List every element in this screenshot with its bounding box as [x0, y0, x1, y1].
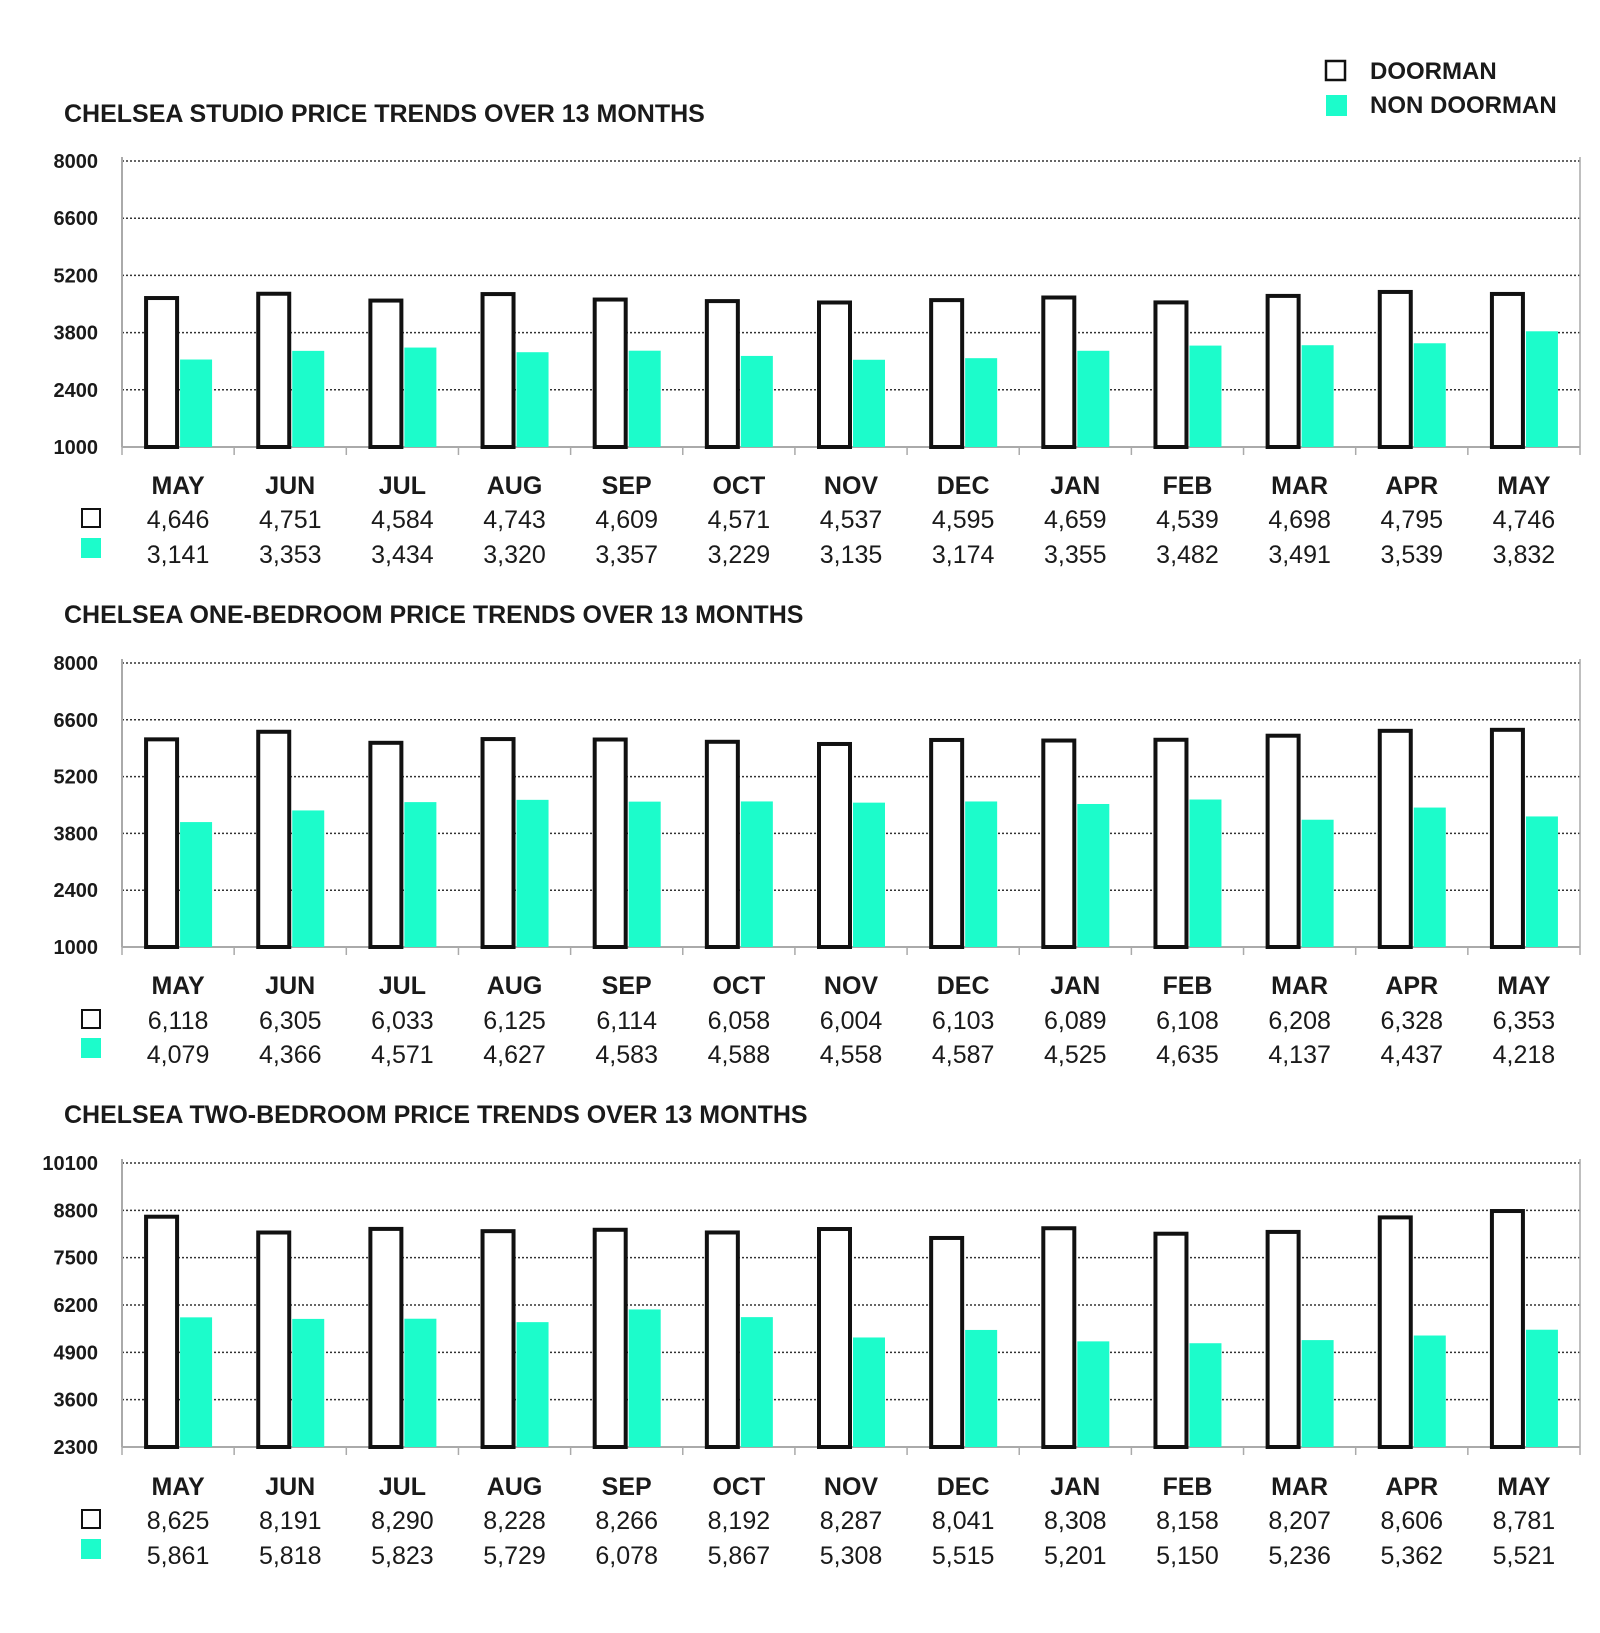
value-label-doorman: 6,305 [258, 1007, 322, 1035]
value-label-non-doorman: 4,571 [371, 1041, 434, 1069]
value-label-non-doorman: 5,515 [931, 1542, 995, 1570]
value-label-doorman: 8,606 [1380, 1507, 1444, 1535]
bar-doorman [258, 294, 289, 447]
x-category-label: SEP [601, 472, 652, 500]
bar-non-doorman [1302, 345, 1334, 447]
legend-non-doorman-label: NON DOORMAN [1370, 92, 1557, 119]
x-category-label: MAY [151, 972, 205, 1000]
value-label-non-doorman: 3,434 [371, 541, 434, 569]
value-label-doorman: 4,698 [1268, 506, 1331, 534]
bar-doorman [931, 1238, 962, 1447]
value-label-non-doorman: 4,587 [931, 1041, 995, 1069]
x-category-label: JUN [265, 972, 316, 1000]
bar-doorman [819, 744, 850, 947]
value-label-non-doorman: 5,823 [371, 1542, 434, 1570]
legend-doorman-label: DOORMAN [1370, 58, 1497, 85]
value-label-non-doorman: 3,135 [819, 541, 883, 569]
bar-doorman [707, 1232, 738, 1447]
bar-doorman [931, 740, 962, 947]
value-label-non-doorman: 5,308 [819, 1542, 883, 1570]
x-category-label: AUG [486, 972, 543, 1000]
bar-non-doorman [517, 352, 549, 447]
bar-non-doorman [1302, 820, 1334, 947]
value-label-doorman: 6,118 [147, 1007, 209, 1035]
bar-doorman [370, 1229, 401, 1447]
value-label-doorman: 4,537 [819, 506, 883, 534]
x-category-label: FEB [1162, 1473, 1213, 1501]
value-label-non-doorman: 6,078 [595, 1542, 658, 1570]
value-label-doorman: 6,108 [1156, 1007, 1219, 1035]
bar-doorman [1492, 1211, 1523, 1447]
bar-non-doorman [1414, 343, 1446, 447]
x-category-label: MAY [1497, 472, 1551, 500]
bar-non-doorman [853, 803, 885, 947]
y-tick-label: 1000 [53, 437, 98, 459]
row-key-non-doorman [81, 1539, 101, 1559]
bar-non-doorman [180, 1317, 212, 1447]
y-tick-label: 6600 [53, 709, 98, 732]
value-label-doorman: 8,158 [1156, 1507, 1219, 1535]
value-label-non-doorman: 5,150 [1156, 1542, 1219, 1570]
x-category-label: JUN [265, 1473, 316, 1501]
value-label-doorman: 6,208 [1268, 1007, 1331, 1035]
x-category-label: MAY [1497, 972, 1551, 1000]
y-tick-label: 10100 [42, 1153, 98, 1175]
bar-non-doorman [1414, 1336, 1446, 1447]
value-label-doorman: 4,795 [1380, 506, 1444, 534]
x-category-label: SEP [601, 1473, 652, 1501]
value-label-non-doorman: 5,861 [146, 1542, 210, 1570]
x-category-label: NOV [823, 972, 879, 1000]
value-label-doorman: 8,308 [1044, 1507, 1107, 1535]
bar-doorman [146, 298, 177, 447]
x-category-label: MAR [1271, 472, 1329, 500]
bar-doorman [370, 743, 401, 947]
value-label-non-doorman: 4,437 [1380, 1041, 1444, 1069]
value-label-doorman: 8,287 [819, 1507, 883, 1535]
x-category-label: NOV [823, 472, 879, 500]
x-category-label: APR [1385, 972, 1439, 1000]
x-category-label: JUL [378, 472, 427, 500]
value-label-doorman: 4,659 [1044, 506, 1107, 534]
value-label-doorman: 8,192 [707, 1507, 771, 1535]
x-category-label: MAY [151, 472, 205, 500]
x-category-label: JUL [378, 972, 427, 1000]
value-label-non-doorman: 3,141 [146, 541, 210, 569]
value-label-doorman: 4,751 [258, 506, 322, 534]
value-label-doorman: 6,114 [596, 1007, 658, 1035]
value-label-non-doorman: 4,218 [1492, 1041, 1556, 1069]
bar-non-doorman [965, 1330, 997, 1447]
bar-doorman [483, 294, 514, 447]
x-category-label: MAR [1271, 972, 1329, 1000]
value-label-non-doorman: 3,539 [1380, 541, 1444, 569]
value-label-non-doorman: 3,357 [595, 541, 658, 569]
value-label-doorman: 6,103 [931, 1007, 995, 1035]
x-category-label: OCT [712, 1473, 766, 1501]
bar-doorman [258, 1233, 289, 1447]
bar-doorman [819, 1229, 850, 1447]
chart-panel-1 [54, 100, 1581, 569]
value-label-doorman: 4,571 [707, 506, 771, 534]
chart-panel-3 [42, 1101, 1580, 1570]
value-label-doorman: 8,191 [258, 1507, 322, 1535]
x-category-label: APR [1385, 472, 1439, 500]
value-label-non-doorman: 5,236 [1268, 1542, 1331, 1570]
bar-doorman [931, 300, 962, 447]
bar-doorman [258, 732, 289, 947]
bar-doorman [1380, 292, 1411, 447]
bar-non-doorman [1077, 1341, 1109, 1447]
x-category-label: JUN [265, 472, 316, 500]
value-label-non-doorman: 5,362 [1380, 1542, 1444, 1570]
y-tick-label: 3600 [53, 1389, 98, 1412]
bar-doorman [1380, 731, 1411, 947]
value-label-non-doorman: 3,491 [1268, 541, 1331, 569]
bar-doorman [1043, 741, 1074, 947]
value-label-non-doorman: 4,635 [1156, 1041, 1219, 1069]
value-label-doorman: 4,646 [146, 506, 210, 534]
x-category-label: OCT [712, 972, 766, 1000]
chart-title: CHELSEA ONE-BEDROOM PRICE TRENDS OVER 13 MONTHS [64, 601, 804, 629]
value-label-doorman: 4,743 [483, 506, 546, 534]
y-tick-label: 2400 [53, 880, 98, 903]
bar-doorman [1043, 298, 1074, 447]
value-label-doorman: 8,625 [146, 1507, 210, 1535]
y-tick-label: 3800 [53, 823, 98, 846]
y-tick-label: 1000 [53, 937, 98, 959]
value-label-non-doorman: 5,818 [258, 1542, 322, 1570]
bar-non-doorman [965, 358, 997, 447]
bar-non-doorman [292, 1319, 324, 1447]
row-key-non-doorman [81, 538, 101, 558]
value-label-non-doorman: 4,366 [258, 1041, 322, 1069]
x-category-label: MAR [1271, 1473, 1329, 1501]
bar-non-doorman [741, 801, 773, 947]
bar-doorman [595, 740, 626, 947]
x-category-label: FEB [1162, 972, 1213, 1000]
charts-container [42, 100, 1580, 1570]
value-label-doorman: 6,089 [1044, 1007, 1107, 1035]
bar-doorman [1492, 730, 1523, 947]
value-label-non-doorman: 3,832 [1492, 541, 1556, 569]
value-label-non-doorman: 3,320 [483, 541, 546, 569]
bar-doorman [1268, 1232, 1299, 1447]
x-category-label: FEB [1162, 472, 1213, 500]
y-tick-label: 4900 [53, 1342, 98, 1365]
value-label-non-doorman: 5,867 [707, 1542, 771, 1570]
x-category-label: MAY [1497, 1473, 1551, 1501]
y-tick-label: 6600 [53, 208, 98, 231]
value-label-doorman: 4,539 [1156, 506, 1219, 534]
value-label-doorman: 4,584 [371, 506, 434, 534]
value-label-doorman: 6,004 [819, 1007, 883, 1035]
y-tick-label: 6200 [53, 1295, 98, 1317]
value-label-non-doorman: 5,201 [1044, 1542, 1107, 1570]
x-category-label: NOV [823, 1473, 879, 1501]
bar-doorman [146, 1217, 177, 1447]
x-category-label: JAN [1050, 972, 1101, 1000]
legend-doorman-swatch [1326, 61, 1345, 80]
y-tick-label: 5200 [53, 766, 98, 789]
value-label-non-doorman: 5,521 [1492, 1542, 1556, 1570]
bar-non-doorman [741, 356, 773, 447]
row-key-non-doorman [81, 1038, 101, 1058]
bar-non-doorman [629, 1309, 661, 1447]
x-category-label: JAN [1050, 472, 1101, 500]
row-key-doorman [82, 1010, 100, 1028]
y-tick-label: 8000 [53, 653, 98, 675]
y-tick-label: 3800 [53, 322, 98, 345]
bar-non-doorman [853, 1337, 885, 1447]
value-label-non-doorman: 3,353 [258, 541, 322, 569]
bar-non-doorman [292, 351, 324, 447]
bar-doorman [1268, 736, 1299, 947]
bar-non-doorman [517, 1322, 549, 1447]
bar-non-doorman [629, 351, 661, 447]
bar-non-doorman [180, 360, 212, 447]
chart-panel-2 [54, 601, 1581, 1069]
bar-doorman [370, 301, 401, 447]
bar-doorman [1268, 296, 1299, 447]
value-label-doorman: 6,353 [1492, 1007, 1556, 1035]
x-category-label: OCT [712, 472, 766, 500]
bar-non-doorman [741, 1317, 773, 1447]
bar-non-doorman [1414, 808, 1446, 947]
y-tick-label: 8000 [53, 151, 98, 173]
bar-non-doorman [1189, 800, 1221, 947]
value-label-doorman: 4,595 [931, 506, 995, 534]
value-label-non-doorman: 4,583 [595, 1041, 658, 1069]
x-category-label: DEC [936, 1473, 990, 1501]
x-category-label: DEC [936, 472, 990, 500]
value-label-doorman: 6,328 [1380, 1007, 1444, 1035]
value-label-doorman: 8,207 [1268, 1507, 1331, 1535]
value-label-non-doorman: 4,137 [1268, 1041, 1331, 1069]
legend [1326, 58, 1557, 119]
bar-non-doorman [853, 360, 885, 447]
bar-non-doorman [1526, 1330, 1558, 1447]
x-category-label: AUG [486, 1473, 543, 1501]
value-label-non-doorman: 4,558 [819, 1041, 883, 1069]
y-tick-label: 7500 [53, 1247, 98, 1270]
value-label-non-doorman: 4,588 [707, 1041, 771, 1069]
bar-doorman [1155, 740, 1186, 947]
value-label-doorman: 4,746 [1492, 506, 1556, 534]
bar-non-doorman [180, 822, 212, 947]
bar-doorman [707, 301, 738, 447]
x-category-label: DEC [936, 972, 990, 1000]
bar-non-doorman [1189, 1343, 1221, 1447]
chart-title: CHELSEA TWO-BEDROOM PRICE TRENDS OVER 13 MONTHS [64, 1101, 808, 1129]
bar-doorman [483, 739, 514, 947]
bar-doorman [1043, 1228, 1074, 1447]
bar-non-doorman [292, 810, 324, 947]
value-label-non-doorman: 3,482 [1156, 541, 1219, 569]
row-key-doorman [82, 1510, 100, 1528]
y-tick-label: 5200 [53, 265, 98, 288]
value-label-non-doorman: 3,174 [931, 541, 995, 569]
value-label-doorman: 6,033 [371, 1007, 434, 1035]
bar-doorman [707, 742, 738, 947]
bar-non-doorman [404, 348, 436, 447]
x-category-label: JUL [378, 1473, 427, 1501]
bar-non-doorman [404, 802, 436, 947]
row-key-doorman [82, 509, 100, 527]
bar-doorman [819, 302, 850, 447]
value-label-doorman: 8,228 [483, 1507, 546, 1535]
value-label-doorman: 6,125 [483, 1007, 546, 1035]
bar-doorman [595, 300, 626, 447]
bar-non-doorman [629, 802, 661, 947]
bar-non-doorman [1526, 816, 1558, 947]
bar-non-doorman [1189, 346, 1221, 447]
bar-non-doorman [965, 801, 997, 947]
value-label-non-doorman: 4,079 [146, 1041, 210, 1069]
x-category-label: APR [1385, 1473, 1439, 1501]
value-label-non-doorman: 5,729 [483, 1542, 546, 1570]
bar-doorman [1492, 294, 1523, 447]
bar-non-doorman [404, 1319, 436, 1447]
value-label-doorman: 4,609 [595, 506, 658, 534]
bar-doorman [483, 1231, 514, 1447]
y-tick-label: 8800 [53, 1200, 98, 1223]
value-label-doorman: 8,290 [371, 1507, 434, 1535]
bar-doorman [146, 739, 177, 947]
x-category-label: AUG [486, 472, 543, 500]
value-label-non-doorman: 3,229 [707, 541, 771, 569]
value-label-non-doorman: 3,355 [1044, 541, 1107, 569]
bar-non-doorman [1302, 1340, 1334, 1447]
value-label-doorman: 8,266 [595, 1507, 658, 1535]
value-label-doorman: 8,781 [1492, 1507, 1556, 1535]
legend-non-doorman-swatch [1326, 95, 1347, 116]
bar-doorman [595, 1230, 626, 1447]
bar-doorman [1155, 302, 1186, 447]
bar-non-doorman [1077, 351, 1109, 447]
bar-non-doorman [1077, 804, 1109, 947]
x-category-label: MAY [151, 1473, 205, 1501]
bar-non-doorman [517, 800, 549, 947]
y-tick-label: 2300 [53, 1437, 98, 1459]
bar-doorman [1380, 1217, 1411, 1447]
bar-doorman [1155, 1234, 1186, 1447]
value-label-doorman: 6,058 [707, 1007, 771, 1035]
chart-title: CHELSEA STUDIO PRICE TRENDS OVER 13 MONTHS [64, 100, 705, 128]
x-category-label: JAN [1050, 1473, 1101, 1501]
x-category-label: SEP [601, 972, 652, 1000]
bar-non-doorman [1526, 331, 1558, 447]
value-label-non-doorman: 4,627 [483, 1041, 546, 1069]
value-label-doorman: 8,041 [931, 1507, 995, 1535]
value-label-non-doorman: 4,525 [1044, 1041, 1107, 1069]
y-tick-label: 2400 [53, 379, 98, 402]
